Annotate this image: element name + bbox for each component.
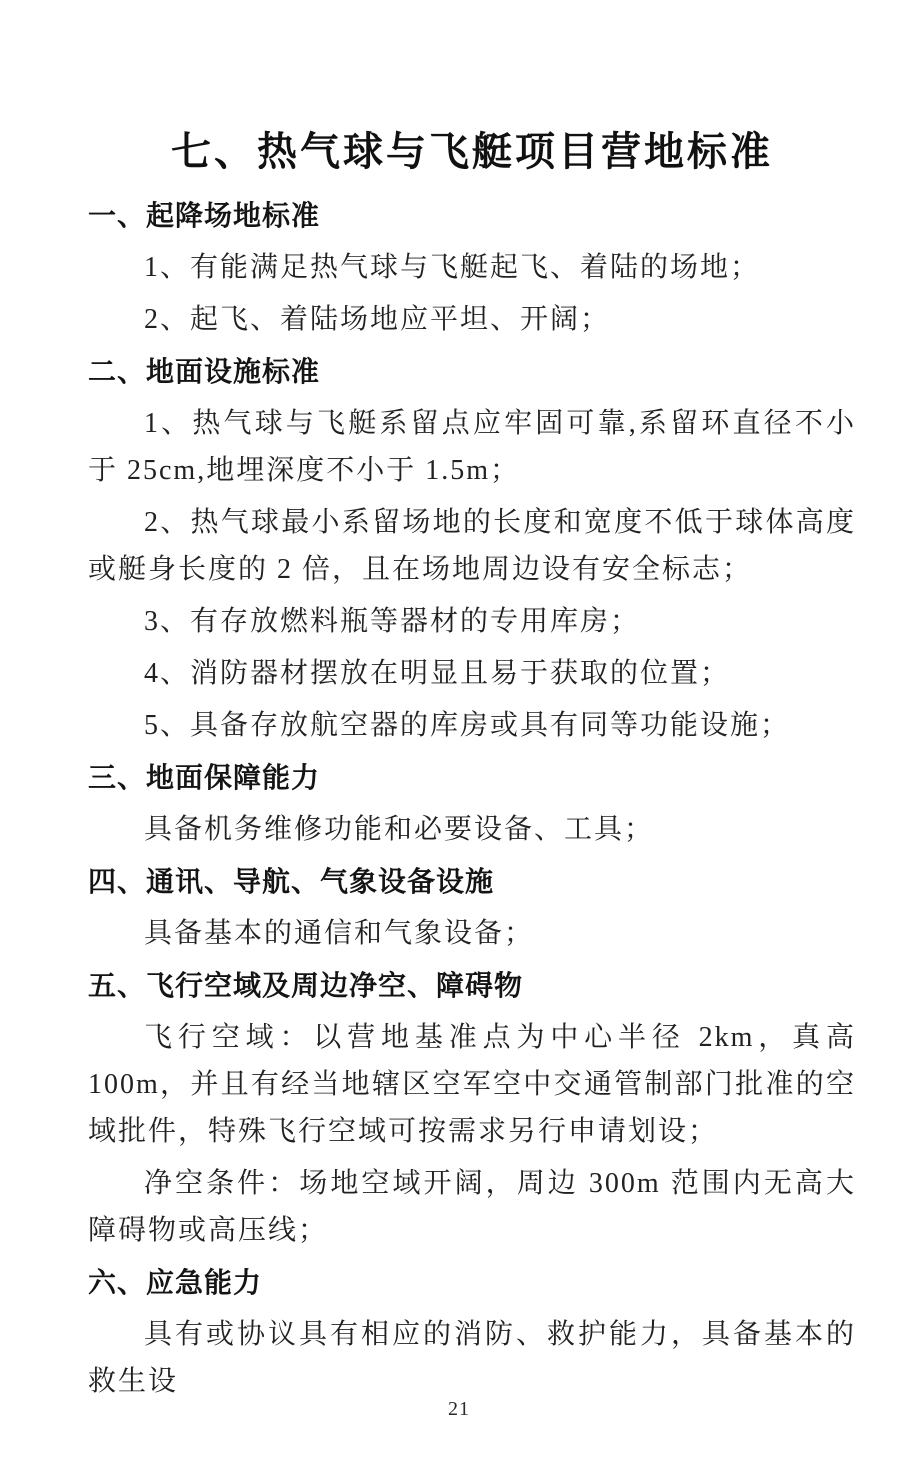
paragraph: 净空条件：场地空域开阔，周边 300m 范围内无高大障碍物或高压线； <box>88 1168 856 1246</box>
section-heading: 六、应急能力 <box>88 1267 263 1298</box>
paragraph: 3、有存放燃料瓶等器材的专用库房； <box>144 606 641 637</box>
paragraph: 1、有能满足热气球与飞艇起飞、着陆的场地； <box>144 252 761 283</box>
paragraph: 具有或协议具有相应的消防、救护能力，具备基本的救生设 <box>88 1319 856 1397</box>
paragraph: 5、具备存放航空器的库房或具有同等功能设施； <box>144 710 791 741</box>
document-body <box>88 192 856 1405</box>
section-heading: 五、飞行空域及周边净空、障碍物 <box>88 970 524 1001</box>
paragraph: 2、起飞、着陆场地应平坦、开阔； <box>144 304 611 335</box>
paragraph: 2、热气球最小系留场地的长度和宽度不低于球体高度或艇身长度的 2 倍，且在场地周边设有安全标志； <box>88 507 856 585</box>
paragraph: 具备机务维修功能和必要设备、工具； <box>144 814 655 845</box>
section-heading: 四、通讯、导航、气象设备设施 <box>88 866 495 897</box>
paragraph: 1、热气球与飞艇系留点应牢固可靠,系留环直径不小于 25cm,地埋深度不小于 1.5m； <box>88 408 856 486</box>
paragraph: 4、消防器材摆放在明显且易于获取的位置； <box>144 658 731 689</box>
page-title: 七、热气球与飞艇项目营地标准 <box>171 130 773 174</box>
paragraph: 飞行空域：以营地基准点为中心半径 2km，真高 100m，并且有经当地辖区空军空中交通管制部门批准的空域批件，特殊飞行空域可按需求另行申请划设； <box>88 1022 856 1147</box>
section-heading: 二、地面设施标准 <box>88 356 321 387</box>
page-number: 21 <box>448 1398 470 1420</box>
section-heading: 一、起降场地标准 <box>88 200 321 231</box>
paragraph: 具备基本的通信和气象设备； <box>144 918 535 949</box>
section-heading: 三、地面保障能力 <box>88 762 321 793</box>
